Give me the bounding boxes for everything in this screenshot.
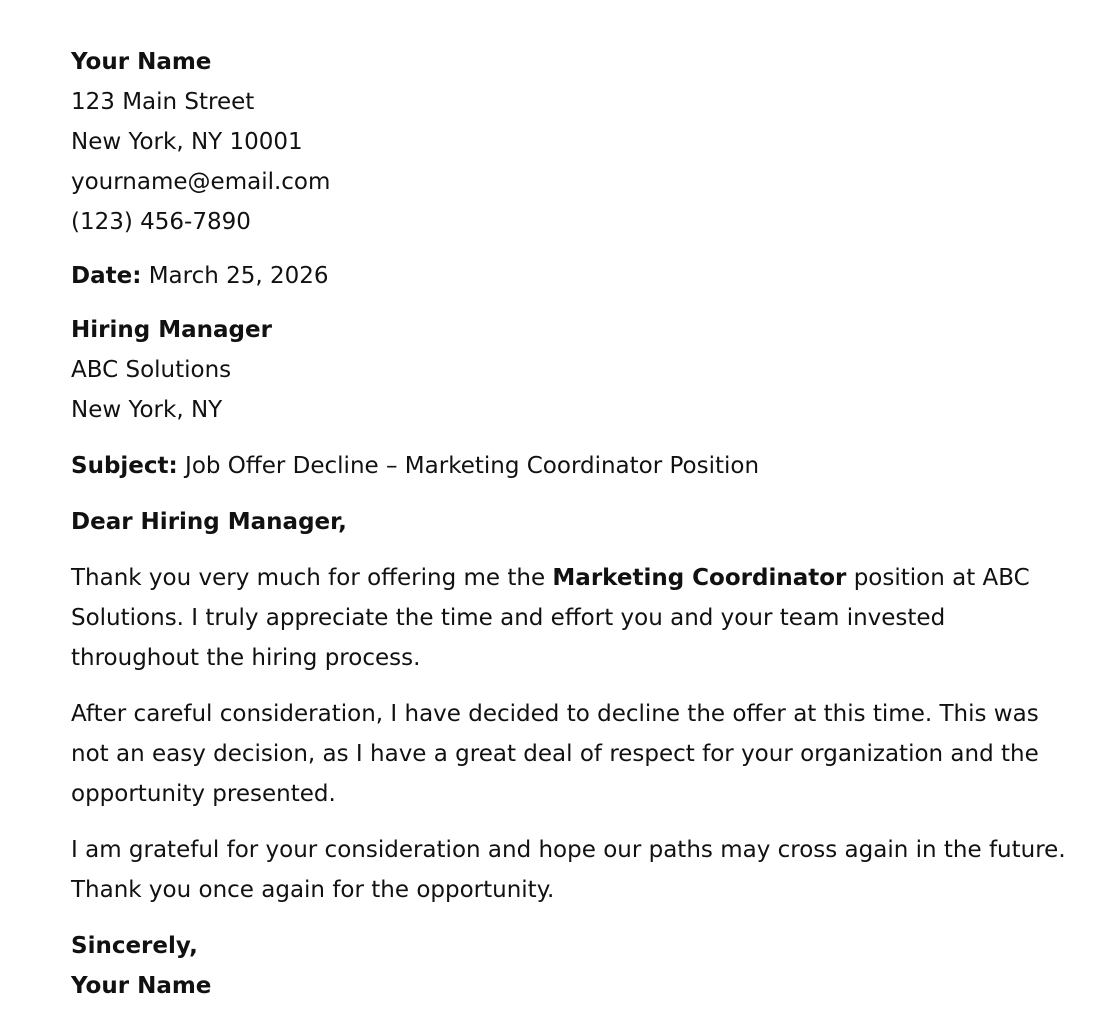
sender-name: Your Name xyxy=(71,49,212,75)
letter-body xyxy=(71,42,1071,1006)
paragraph-3 xyxy=(71,830,1071,910)
sender-phone: (123) 456-7890 xyxy=(71,209,251,235)
p2-line2: not an easy decision, as I have a great deal of respect for your organization and the xyxy=(71,741,1039,767)
p1-line2: Solutions. I truly appreciate the time and effort you and your team invested xyxy=(71,605,946,631)
sender-city: New York, NY 10001 xyxy=(71,129,303,155)
subject-value: Job Offer Decline – Marketing Coordinator Position xyxy=(177,453,760,479)
salutation-text: Dear Hiring Manager, xyxy=(71,509,347,535)
salutation xyxy=(71,502,1071,542)
recipient-city: New York, NY xyxy=(71,397,223,423)
recipient-block xyxy=(71,310,1071,430)
p3-line1: I am grateful for your consideration and hope our paths may cross again in the future. xyxy=(71,837,1066,863)
paragraph-2 xyxy=(71,694,1071,814)
closing-valediction: Sincerely, xyxy=(71,933,198,959)
p1-line3: throughout the hiring process. xyxy=(71,645,421,671)
date-line xyxy=(71,256,1071,296)
p1-after: position at ABC xyxy=(846,565,1030,591)
p1-before: Thank you very much for offering me the xyxy=(71,565,553,591)
p2-line1: After careful consideration, I have decided to decline the offer at this time. This was xyxy=(71,701,1039,727)
paragraph-1 xyxy=(71,558,1071,678)
p2-line3: opportunity presented. xyxy=(71,781,336,807)
sender-email: yourname@email.com xyxy=(71,169,331,195)
recipient-name: Hiring Manager xyxy=(71,317,272,343)
date-label: Date: xyxy=(71,263,142,289)
sender-block xyxy=(71,42,1071,242)
closing-name: Your Name xyxy=(71,973,212,999)
p1-position-bold: Marketing Coordinator xyxy=(552,565,847,591)
p3-line2: Thank you once again for the opportunity. xyxy=(71,877,555,903)
subject-label: Subject: xyxy=(71,453,178,479)
recipient-company: ABC Solutions xyxy=(71,357,232,383)
date-value: March 25, 2026 xyxy=(141,263,329,289)
closing-block xyxy=(71,926,1071,1006)
sender-street: 123 Main Street xyxy=(71,89,255,115)
subject-line xyxy=(71,446,1071,486)
